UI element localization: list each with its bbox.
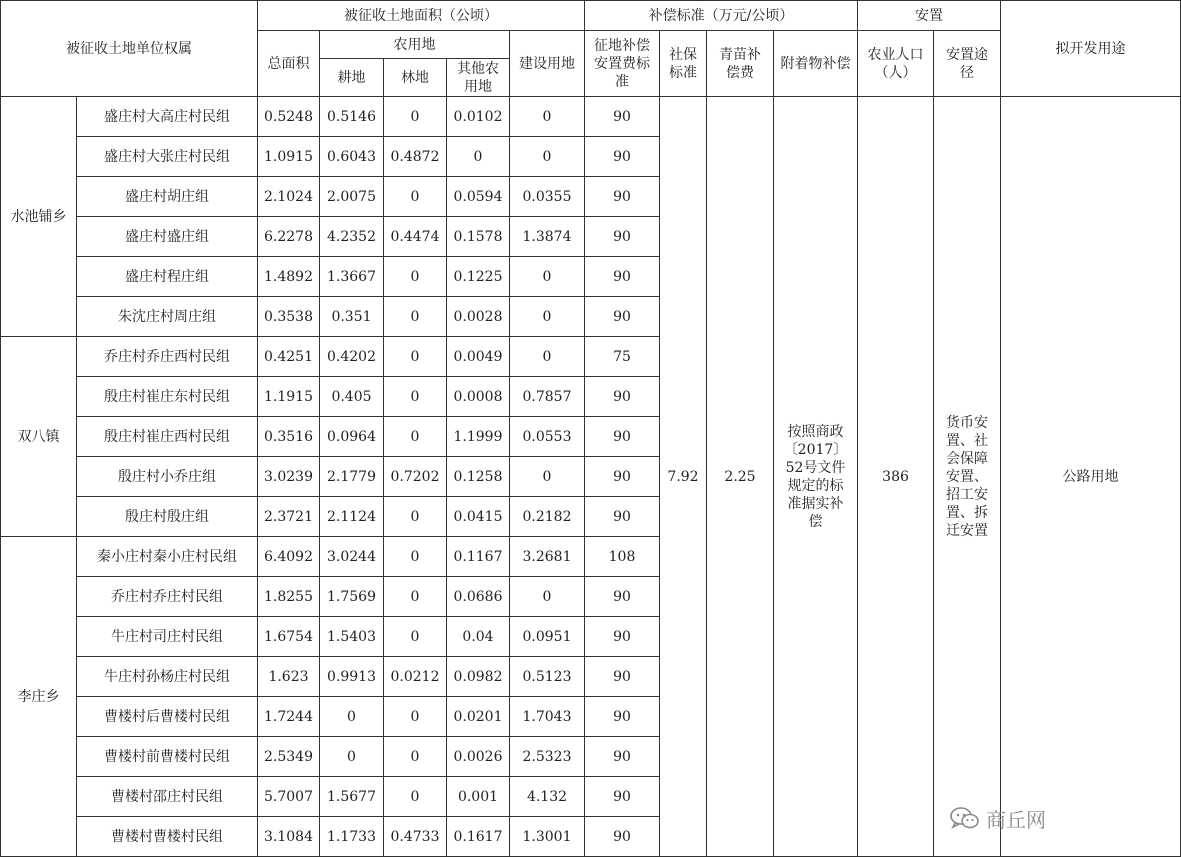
cell-construction: 0.2182	[510, 497, 585, 537]
cell-forest: 0	[384, 337, 447, 377]
header-land-compensation-label: 征地补偿安置费标准	[594, 37, 650, 90]
cell-other-farmland: 0	[447, 137, 510, 177]
cell-unit: 殷庄村殷庄组	[77, 497, 258, 537]
cell-other-farmland: 0.1578	[447, 217, 510, 257]
cell-land-compensation-standard: 90	[585, 97, 660, 137]
cell-social-security: 7.92	[660, 97, 707, 857]
cell-planned-use: 公路用地	[1001, 97, 1181, 857]
header-other-farmland-label: 其他农用地	[457, 60, 499, 95]
cell-total-area: 0.4251	[258, 337, 320, 377]
cell-cultivated: 0.5146	[320, 97, 384, 137]
header-forest: 林地	[384, 59, 447, 97]
cell-unit: 盛庄村大高庄村民组	[77, 97, 258, 137]
cell-other-farmland: 0.0982	[447, 657, 510, 697]
cell-total-area: 1.7244	[258, 697, 320, 737]
cell-other-farmland: 0.0049	[447, 337, 510, 377]
cell-unit: 盛庄村盛庄组	[77, 217, 258, 257]
town-name: 双八镇	[1, 337, 77, 537]
cell-cultivated: 1.7569	[320, 577, 384, 617]
cell-construction: 0	[510, 97, 585, 137]
header-resettlement-method	[934, 31, 1001, 97]
cell-total-area: 1.623	[258, 657, 320, 697]
header-planned-use: 拟开发用途	[1001, 1, 1181, 97]
cell-total-area: 2.5349	[258, 737, 320, 777]
cell-attachment-compensation-text: 按照商政〔2017〕52号文件规定的标准据实补偿	[783, 423, 848, 530]
cell-forest: 0	[384, 577, 447, 617]
cell-unit: 曹楼村后曹楼村民组	[77, 697, 258, 737]
cell-other-farmland: 0.04	[447, 617, 510, 657]
cell-other-farmland: 0.0594	[447, 177, 510, 217]
cell-construction: 0.5123	[510, 657, 585, 697]
cell-total-area: 2.1024	[258, 177, 320, 217]
header-cultivated: 耕地	[320, 59, 384, 97]
cell-land-compensation-standard: 90	[585, 137, 660, 177]
cell-unit: 殷庄村崔庄西村民组	[77, 417, 258, 457]
cell-forest: 0	[384, 617, 447, 657]
cell-cultivated: 1.5403	[320, 617, 384, 657]
cell-total-area: 1.8255	[258, 577, 320, 617]
cell-construction: 0.0553	[510, 417, 585, 457]
header-farm-population	[858, 31, 934, 97]
header-social-security-label: 社保标准	[669, 46, 697, 81]
cell-forest: 0	[384, 257, 447, 297]
cell-cultivated: 0.9913	[320, 657, 384, 697]
cell-cultivated: 2.1779	[320, 457, 384, 497]
cell-other-farmland: 0.0415	[447, 497, 510, 537]
cell-land-compensation-standard: 90	[585, 657, 660, 697]
watermark	[950, 804, 1046, 833]
cell-unit: 曹楼村曹楼村民组	[77, 817, 258, 857]
header-seedling-label: 青苗补偿费	[719, 46, 761, 81]
cell-resettlement-method	[934, 97, 1001, 857]
cell-land-compensation-standard: 90	[585, 497, 660, 537]
cell-unit: 殷庄村崔庄东村民组	[77, 377, 258, 417]
header-land-compensation-standard	[585, 31, 660, 97]
cell-cultivated: 4.2352	[320, 217, 384, 257]
cell-forest: 0.4872	[384, 137, 447, 177]
header-farm-population-label: 农业人口（人）	[867, 46, 924, 81]
cell-construction: 0.0951	[510, 617, 585, 657]
cell-land-compensation-standard: 90	[585, 177, 660, 217]
cell-total-area: 0.5248	[258, 97, 320, 137]
cell-other-farmland: 0.1617	[447, 817, 510, 857]
cell-other-farmland: 0.1167	[447, 537, 510, 577]
cell-cultivated: 1.1733	[320, 817, 384, 857]
cell-construction: 1.3874	[510, 217, 585, 257]
header-attachment-compensation: 附着物补偿	[774, 31, 858, 97]
cell-construction: 0.7857	[510, 377, 585, 417]
cell-unit: 乔庄村乔庄村民组	[77, 577, 258, 617]
cell-unit: 乔庄村乔庄西村民组	[77, 337, 258, 377]
cell-construction: 0.0355	[510, 177, 585, 217]
cell-total-area: 0.3538	[258, 297, 320, 337]
cell-farm-population: 386	[858, 97, 934, 857]
cell-other-farmland: 1.1999	[447, 417, 510, 457]
cell-cultivated: 0	[320, 737, 384, 777]
cell-forest: 0	[384, 497, 447, 537]
cell-resettlement-method-text: 货币安置、社会保障安置、招工安置、拆迁安置	[946, 414, 989, 539]
cell-unit: 秦小庄村秦小庄村民组	[77, 537, 258, 577]
cell-forest: 0	[384, 177, 447, 217]
header-other-farmland	[447, 59, 510, 97]
cell-forest: 0	[384, 697, 447, 737]
header-construction-land: 建设用地	[510, 31, 585, 97]
cell-land-compensation-standard: 90	[585, 737, 660, 777]
cell-land-compensation-standard: 90	[585, 697, 660, 737]
cell-cultivated: 2.1124	[320, 497, 384, 537]
cell-unit: 殷庄村小乔庄组	[77, 457, 258, 497]
cell-forest: 0.7202	[384, 457, 447, 497]
cell-forest: 0	[384, 537, 447, 577]
cell-unit: 盛庄村大张庄村民组	[77, 137, 258, 177]
header-area-group: 被征收土地面积（公顷）	[258, 1, 585, 31]
cell-construction: 4.132	[510, 777, 585, 817]
wechat-icon	[950, 806, 980, 832]
cell-land-compensation-standard: 90	[585, 377, 660, 417]
cell-land-compensation-standard: 90	[585, 217, 660, 257]
cell-total-area: 1.1915	[258, 377, 320, 417]
cell-land-compensation-standard: 90	[585, 457, 660, 497]
cell-cultivated: 0.6043	[320, 137, 384, 177]
cell-cultivated: 0.0964	[320, 417, 384, 457]
cell-forest: 0.4474	[384, 217, 447, 257]
cell-forest: 0	[384, 737, 447, 777]
cell-cultivated: 2.0075	[320, 177, 384, 217]
cell-land-compensation-standard: 90	[585, 817, 660, 857]
cell-other-farmland: 0.0102	[447, 97, 510, 137]
cell-forest: 0	[384, 297, 447, 337]
cell-other-farmland: 0.1225	[447, 257, 510, 297]
cell-cultivated: 0.351	[320, 297, 384, 337]
cell-other-farmland: 0.1258	[447, 457, 510, 497]
cell-land-compensation-standard: 108	[585, 537, 660, 577]
cell-total-area: 2.3721	[258, 497, 320, 537]
cell-land-compensation-standard: 75	[585, 337, 660, 377]
cell-forest: 0.4733	[384, 817, 447, 857]
cell-unit: 曹楼村前曹楼村民组	[77, 737, 258, 777]
cell-construction: 0	[510, 337, 585, 377]
cell-construction: 0	[510, 457, 585, 497]
header-farmland-group: 农用地	[320, 31, 510, 59]
cell-unit: 朱沈庄村周庄组	[77, 297, 258, 337]
cell-land-compensation-standard: 90	[585, 617, 660, 657]
header-total-area: 总面积	[258, 31, 320, 97]
town-name: 李庄乡	[1, 537, 77, 857]
cell-total-area: 1.6754	[258, 617, 320, 657]
cell-construction: 0	[510, 257, 585, 297]
town-name: 水池铺乡	[1, 97, 77, 337]
cell-cultivated: 0.405	[320, 377, 384, 417]
cell-forest: 0.0212	[384, 657, 447, 697]
cell-construction: 1.3001	[510, 817, 585, 857]
header-resettlement-group: 安置	[858, 1, 1001, 31]
cell-cultivated: 0	[320, 697, 384, 737]
cell-unit: 盛庄村胡庄组	[77, 177, 258, 217]
cell-land-compensation-standard: 90	[585, 297, 660, 337]
cell-unit: 曹楼村邵庄村民组	[77, 777, 258, 817]
cell-forest: 0	[384, 777, 447, 817]
cell-forest: 0	[384, 417, 447, 457]
cell-forest: 0	[384, 377, 447, 417]
cell-other-farmland: 0.0008	[447, 377, 510, 417]
header-owner: 被征收土地单位权属	[1, 1, 258, 97]
cell-unit: 盛庄村程庄组	[77, 257, 258, 297]
cell-other-farmland: 0.0028	[447, 297, 510, 337]
cell-land-compensation-standard: 90	[585, 777, 660, 817]
cell-other-farmland: 0.0686	[447, 577, 510, 617]
cell-total-area: 3.1084	[258, 817, 320, 857]
cell-other-farmland: 0.0026	[447, 737, 510, 777]
header-compensation-group: 补偿标准（万元/公顷）	[585, 1, 858, 31]
cell-total-area: 5.7007	[258, 777, 320, 817]
cell-cultivated: 1.5677	[320, 777, 384, 817]
cell-unit: 牛庄村孙杨庄村民组	[77, 657, 258, 697]
cell-cultivated: 0.4202	[320, 337, 384, 377]
cell-land-compensation-standard: 90	[585, 577, 660, 617]
cell-seedling-compensation: 2.25	[707, 97, 774, 857]
cell-attachment-compensation	[774, 97, 858, 857]
cell-total-area: 0.3516	[258, 417, 320, 457]
header-social-security	[660, 31, 707, 97]
cell-cultivated: 3.0244	[320, 537, 384, 577]
cell-other-farmland: 0.001	[447, 777, 510, 817]
cell-construction: 0	[510, 137, 585, 177]
cell-other-farmland: 0.0201	[447, 697, 510, 737]
header-resettlement-method-label: 安置途径	[946, 46, 989, 81]
cell-land-compensation-standard: 90	[585, 417, 660, 457]
cell-total-area: 3.0239	[258, 457, 320, 497]
table-row	[1, 97, 1181, 137]
cell-construction: 0	[510, 297, 585, 337]
cell-land-compensation-standard: 90	[585, 257, 660, 297]
watermark-text: 商丘网	[986, 808, 1046, 832]
cell-total-area: 6.2278	[258, 217, 320, 257]
cell-unit: 牛庄村司庄村民组	[77, 617, 258, 657]
cell-total-area: 1.4892	[258, 257, 320, 297]
cell-forest: 0	[384, 97, 447, 137]
cell-cultivated: 1.3667	[320, 257, 384, 297]
cell-construction: 1.7043	[510, 697, 585, 737]
cell-construction: 2.5323	[510, 737, 585, 777]
cell-construction: 0	[510, 577, 585, 617]
cell-construction: 3.2681	[510, 537, 585, 577]
cell-total-area: 1.0915	[258, 137, 320, 177]
cell-total-area: 6.4092	[258, 537, 320, 577]
header-seedling-compensation	[707, 31, 774, 97]
